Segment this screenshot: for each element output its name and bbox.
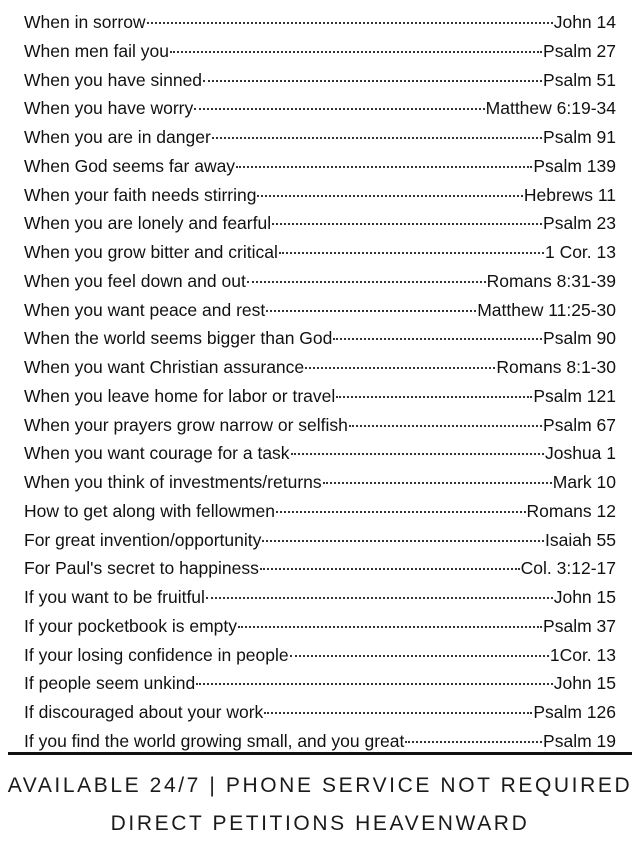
list-item [24, 439, 616, 468]
scripture-reference: 1 Cor. 13 [544, 242, 616, 262]
scripture-reference: Romans 12 [526, 500, 616, 521]
situation-label: When men fail you [24, 40, 169, 61]
scripture-reference: Psalm 126 [533, 702, 616, 722]
dot-leader [291, 453, 544, 455]
situation-label: When the world seems bigger than God [24, 328, 333, 349]
divider [8, 752, 632, 755]
list-item [24, 66, 616, 95]
situation-label: When you feel down and out [24, 270, 246, 291]
list-item [24, 209, 616, 238]
list-item [24, 641, 616, 670]
scripture-reference: Psalm 23 [543, 213, 616, 234]
list-item [24, 698, 616, 727]
list-item [24, 497, 616, 526]
dot-leader [170, 51, 542, 53]
situation-label: When you want peace and rest [24, 299, 266, 320]
list-item [24, 382, 616, 411]
dot-leader [260, 568, 520, 570]
situation-label: For Paul's secret to happiness [24, 558, 259, 579]
list-item [24, 669, 616, 698]
scripture-reference: Psalm 51 [543, 69, 616, 90]
scripture-reference: Matthew 6:19-34 [485, 98, 616, 119]
situation-label: When your prayers grow narrow or selfish [24, 414, 348, 435]
dot-leader [333, 338, 542, 340]
dot-leader [305, 367, 495, 369]
list-item [24, 94, 616, 123]
scripture-reference: Mark 10 [552, 472, 616, 492]
list-item [24, 181, 616, 210]
scripture-reference: John 15 [553, 587, 616, 607]
scripture-reference: 1Cor. 13 [549, 644, 616, 665]
dot-leader [236, 166, 532, 168]
situation-label: If your losing confidence in people [24, 644, 289, 665]
scripture-reference: Psalm 19 [543, 730, 616, 751]
list-item [24, 152, 616, 181]
scripture-reference: Psalm 139 [533, 155, 616, 176]
dot-leader [279, 252, 544, 254]
situation-label: When you want courage for a task [24, 443, 290, 464]
scripture-reference: Romans 8:1-30 [496, 357, 616, 377]
list-item [24, 353, 616, 382]
list-item [24, 324, 616, 353]
dot-leader [290, 655, 549, 657]
scripture-reference: Col. 3:12-17 [520, 558, 616, 579]
situation-label: When you are lonely and fearful [24, 213, 272, 234]
scripture-reference: Isaiah 55 [544, 529, 616, 550]
dot-leader [349, 425, 542, 427]
list-item [24, 411, 616, 440]
scripture-list [24, 8, 616, 756]
dot-leader [238, 626, 542, 628]
scripture-reference: Psalm 121 [533, 385, 616, 406]
situation-label: When God seems far away [24, 155, 236, 176]
scripture-reference: Psalm 91 [543, 127, 616, 147]
scripture-reference: Hebrews 11 [523, 184, 616, 205]
scripture-reference: Matthew 11:25-30 [477, 299, 616, 320]
footer [0, 770, 640, 840]
situation-label: If you want to be fruitful [24, 587, 205, 607]
footer-line-2: DIRECT PETITIONS HEAVENWARD [110, 812, 530, 835]
scripture-reference: Psalm 27 [543, 40, 616, 61]
scripture-reference: Psalm 90 [543, 328, 616, 349]
situation-label: When your faith needs stirring [24, 184, 257, 205]
list-item [24, 554, 616, 583]
list-item [24, 123, 616, 152]
dot-leader [147, 22, 553, 24]
dot-leader [194, 108, 484, 110]
scripture-reference: Joshua 1 [544, 443, 616, 464]
list-item [24, 612, 616, 641]
dot-leader [203, 80, 542, 82]
situation-label: If your pocketbook is empty [24, 615, 238, 636]
situation-label: When you think of investments/returns [24, 472, 322, 492]
scripture-reference: Psalm 67 [543, 414, 616, 435]
dot-leader [405, 741, 542, 743]
dot-leader [264, 712, 532, 714]
situation-label: If people seem unkind [24, 673, 196, 694]
situation-label: When you grow bitter and critical [24, 242, 278, 262]
dot-leader [323, 482, 552, 484]
dot-leader [247, 281, 486, 283]
list-item [24, 296, 616, 325]
situation-label: When in sorrow [24, 12, 146, 32]
situation-label: When you have worry [24, 98, 194, 119]
situation-label: When you leave home for labor or travel [24, 385, 336, 406]
list-item [24, 8, 616, 37]
situation-label: When you want Christian assurance [24, 357, 305, 377]
dot-leader [196, 683, 552, 685]
dot-leader [262, 540, 544, 542]
situation-label: If discouraged about your work [24, 702, 264, 722]
situation-label: When you have sinned [24, 69, 203, 90]
list-item [24, 468, 616, 497]
situation-label: How to get along with fellowmen [24, 500, 275, 521]
situation-label: If you find the world growing small, and you great [24, 730, 405, 751]
scripture-reference: John 14 [553, 12, 616, 32]
list-item [24, 583, 616, 612]
list-item [24, 238, 616, 267]
dot-leader [257, 195, 522, 197]
situation-label: For great invention/opportunity [24, 529, 262, 550]
dot-leader [276, 511, 526, 513]
list-item [24, 267, 616, 296]
dot-leader [212, 137, 542, 139]
dot-leader [206, 597, 553, 599]
situation-label: When you are in danger [24, 127, 211, 147]
scripture-reference: Psalm 37 [543, 615, 616, 636]
scripture-reference: Romans 8:31-39 [486, 270, 616, 291]
dot-leader [336, 396, 532, 398]
footer-line-1: AVAILABLE 24/7 | PHONE SERVICE NOT REQUIRED [7, 774, 633, 797]
list-item [24, 37, 616, 66]
dot-leader [266, 310, 476, 312]
scripture-reference: John 15 [553, 673, 616, 694]
dot-leader [272, 223, 542, 225]
list-item [24, 526, 616, 555]
